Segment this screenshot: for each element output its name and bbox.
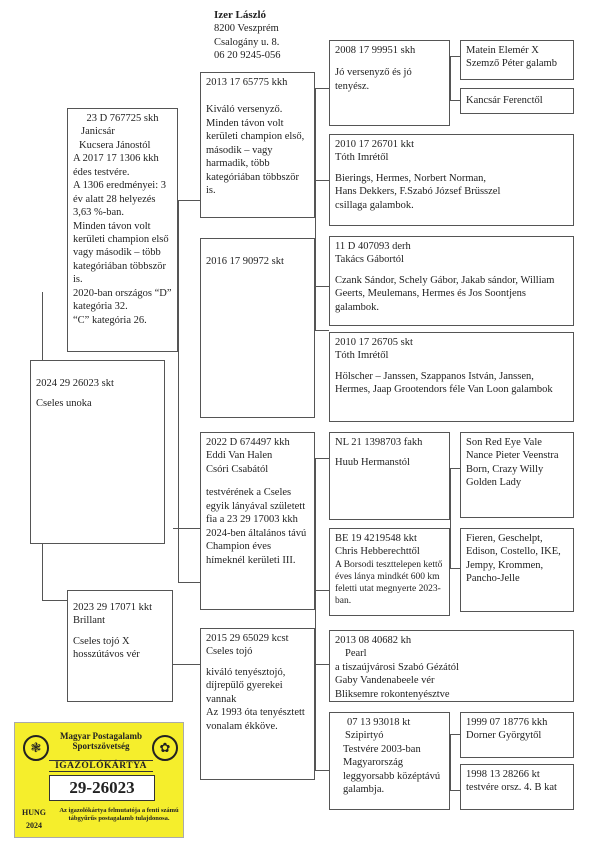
dssd-box xyxy=(460,528,574,612)
dd-box xyxy=(200,628,315,780)
ssd-info: Bierings, Hermes, Norbert Norman, Hans Dekkers, F.Szabó József Brüsszel csillaga galambok. xyxy=(335,172,501,211)
connector xyxy=(42,544,43,600)
sdd-ring: 2010 17 26705 skt xyxy=(335,337,413,348)
sds-ring: 11 D 407093 derh xyxy=(335,241,411,252)
card-country: HUNG xyxy=(22,808,46,817)
pigeon-icon: ✿ xyxy=(152,735,178,761)
ds-name: Eddi Van Halen xyxy=(206,450,273,462)
sds-info: Czank Sándor, Schely Gábor, Jakab sándor, William Geerts, Meulemans, Hermes és Jos Soontjens galambok. xyxy=(335,274,555,313)
dds-box xyxy=(329,630,574,702)
dssd-text: Fieren, Geschelpt, Edison, Costello, IKE, Jempy, Krommen, Pancho-Jelle xyxy=(466,533,561,585)
sds-box xyxy=(329,236,574,326)
connector xyxy=(315,330,329,331)
dsd-ring: BE 19 4219548 kkt xyxy=(335,533,417,544)
sire-info: Minden távon volt kerületi champion első vagy második – több kategóriában többször is. xyxy=(73,220,169,286)
sire-breeder: Kucsera Jánostól xyxy=(79,139,151,151)
card-ring-number: 29-26023 xyxy=(49,775,155,801)
connector xyxy=(178,200,200,201)
connector xyxy=(315,770,329,771)
subject-box xyxy=(30,360,165,544)
ss-ring: 2013 17 65775 kkh xyxy=(206,77,288,88)
dds-info: Gaby Vandenabeele vér xyxy=(335,675,435,687)
ddd-info: Testvére 2003-ban Magyarország leggyorsabb középtávú galambja. xyxy=(343,743,441,796)
connector xyxy=(315,664,329,665)
dsss-text: Son Red Eye Vale Nance Pieter Veenstra Born, Crazy Willy Golden Lady xyxy=(466,437,559,489)
dds-ring: 2013 08 40682 kh xyxy=(335,635,412,646)
connector xyxy=(315,88,329,89)
dss-ring: NL 21 1398703 fakh xyxy=(335,437,423,448)
dove-emblem-icon: ❃ xyxy=(23,735,49,761)
connector xyxy=(450,790,460,791)
dddd-text: 1998 13 28266 kt testvére orsz. 4. B kat xyxy=(466,769,557,794)
connector xyxy=(42,600,67,601)
connector xyxy=(173,664,200,665)
sd-ring: 2016 17 90972 skt xyxy=(206,256,284,267)
connector xyxy=(450,100,460,101)
ss-box xyxy=(200,72,315,218)
sire-ring: 23 D 767725 skh xyxy=(86,113,159,124)
dss-box xyxy=(329,432,450,520)
dam-ring: 2023 29 17071 kkt xyxy=(73,602,153,613)
sdd-breeder: Tóth Imrétől xyxy=(335,350,389,362)
connector xyxy=(450,734,460,735)
card-year: 2024 xyxy=(26,820,42,830)
connector xyxy=(450,468,460,469)
owner-city: 8200 Veszprém xyxy=(214,23,279,35)
connector xyxy=(450,56,451,100)
subject-name: Cseles unoka xyxy=(36,398,92,410)
sds-breeder: Takács Gábortól xyxy=(335,254,404,266)
card-note: Az igazolókártya felmutatója a fenti számú tábgyűrűs postagalamb tulajdonosa. xyxy=(59,807,179,823)
sire-info: A 2017 17 1306 kkh édes testvére. xyxy=(73,153,159,178)
dsd-box xyxy=(329,528,450,616)
sss-box xyxy=(329,40,450,126)
card-org: Magyar Postagalamb Sportszövetség xyxy=(59,731,143,752)
dam-name: Brillant xyxy=(73,615,106,627)
dd-ring: 2015 29 65029 kcst xyxy=(206,633,289,644)
dddd-box xyxy=(460,764,574,810)
dss-breeder: Huub Hermanstól xyxy=(335,457,410,469)
sire-info: “C” kategória 26. xyxy=(73,314,147,326)
ssd-ring: 2010 17 26701 kkt xyxy=(335,139,415,150)
subject-ring: 2024 29 26023 skt xyxy=(36,378,114,389)
ddd-ring: 07 13 93018 kt xyxy=(347,717,411,728)
sire-info: 2020-ban országos “D” kategória 32. xyxy=(73,287,172,313)
ddd-name: Szipirtyó xyxy=(345,730,384,742)
card-title: IGAZOLÓKÁRTYA xyxy=(49,760,153,772)
owner-address xyxy=(214,8,281,62)
sssd-box xyxy=(460,88,574,114)
connector xyxy=(315,286,329,287)
connector xyxy=(450,56,460,57)
dsd-breeder: Chris Hebberechttől xyxy=(335,546,420,558)
connector xyxy=(450,734,451,790)
sssd-text: Kancsár Ferenctől xyxy=(466,95,543,106)
sire-name: Janicsár xyxy=(81,126,115,138)
connector xyxy=(42,292,43,360)
connector xyxy=(315,590,329,591)
ssss-box xyxy=(460,40,574,80)
dsss-box xyxy=(460,432,574,518)
dds-name: Pearl xyxy=(345,648,367,660)
ssd-box xyxy=(329,134,574,226)
dam-info: Cseles tojó X hosszútávos vér xyxy=(73,635,140,661)
ss-info: Kiváló versenyző. Minden távon volt kerületi champion első, második – vagy harmadik, több kategóriában többször is. xyxy=(206,104,305,197)
dds-info: Bliksemre rokontenyésztve xyxy=(335,688,450,700)
sss-info: Jó versenyző és jó tenyész. xyxy=(335,67,412,92)
dd-info: kiváló tenyésztojó, díjrepülő gyerekei vannak xyxy=(206,666,286,705)
dd-name: Cseles tojó xyxy=(206,646,253,658)
owner-name: Izer László xyxy=(214,9,267,21)
dds-breeder: a tiszaújvárosi Szabó Gézától xyxy=(335,661,459,673)
sire-box xyxy=(67,108,178,352)
connector xyxy=(450,468,451,568)
sire-info: A 1306 eredményei: 3 év alatt 28 helyezés 3,63 %-ban. xyxy=(73,180,167,219)
ddds-text: 1999 07 18776 kkh Dorner Györgytől xyxy=(466,717,548,742)
connector xyxy=(173,528,200,529)
connector xyxy=(315,180,329,181)
ds-info: testvérének a Cseles egyik lányával született fia a 23 29 17003 kkh 2024-ben általános távú Champion éves hímeknél kerületi III. xyxy=(206,487,307,566)
ssss-text: Matein Elemér X Szemző Péter galamb xyxy=(466,45,557,70)
ddd-box xyxy=(329,712,450,810)
ds-breeder: Csóri Csabától xyxy=(206,463,269,475)
sdd-box xyxy=(329,332,574,422)
dd-info: Az 1993 óta tenyésztett vonalam ékköve. xyxy=(206,707,305,732)
id-card xyxy=(14,722,184,838)
connector xyxy=(178,582,200,583)
connector xyxy=(315,458,316,770)
owner-phone: 06 20 9245-056 xyxy=(214,49,281,61)
ds-ring: 2022 D 674497 kkh xyxy=(206,437,290,448)
sdd-info: Hölscher – Janssen, Szappanos István, Janssen, Hermes, Jaap Grootendors féle Van Loon galambok xyxy=(335,370,553,396)
sd-box xyxy=(200,238,315,418)
connector xyxy=(315,88,316,330)
sss-ring: 2008 17 99951 skh xyxy=(335,45,416,56)
dsd-info: A Borsodi teszttelepen kettő éves lánya mindkét 600 km feletti utat megnyerte 2023-ban. xyxy=(335,559,443,607)
ssd-breeder: Tóth Imrétől xyxy=(335,152,389,164)
connector xyxy=(315,458,329,459)
owner-street: Csalogány u. 8. xyxy=(214,36,280,48)
card-country-year xyxy=(21,807,47,833)
ddds-box xyxy=(460,712,574,758)
dam-box xyxy=(67,590,173,702)
connector xyxy=(178,200,179,582)
connector xyxy=(450,568,460,569)
ds-box xyxy=(200,432,315,610)
